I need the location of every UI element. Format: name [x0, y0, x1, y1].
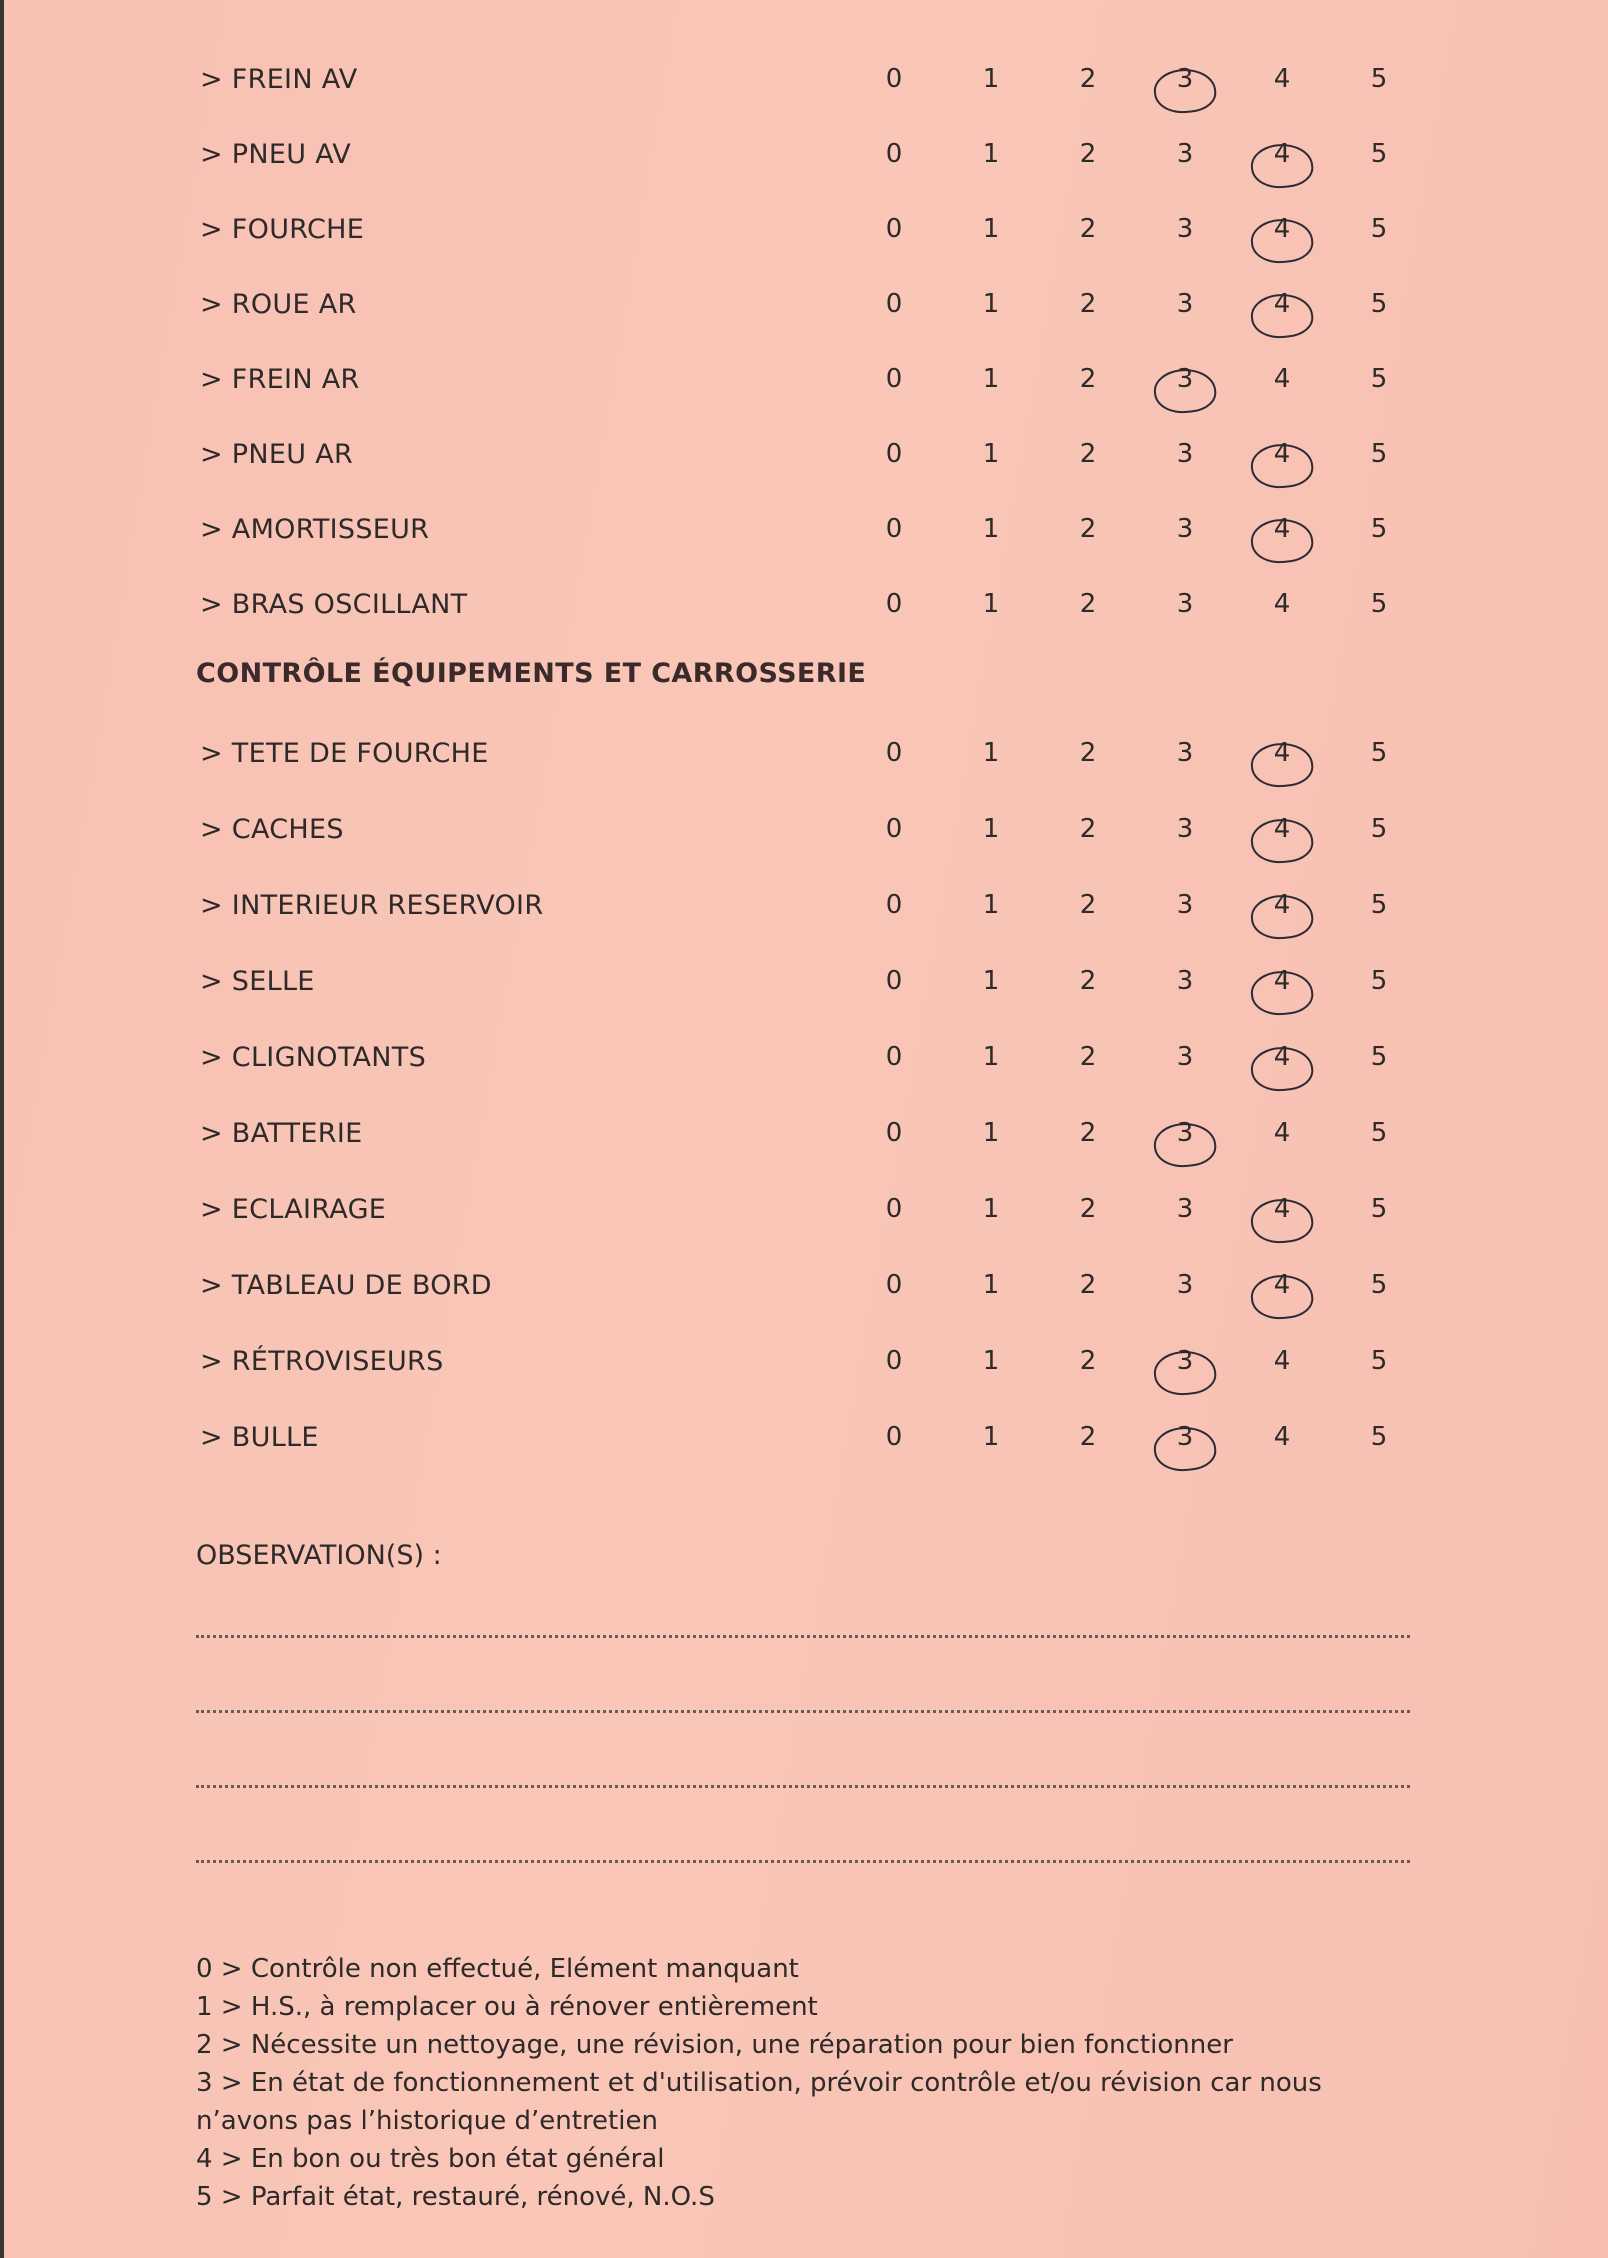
score-option-2[interactable] [1068, 139, 1108, 169]
item-label: > BATTERIE [200, 1118, 363, 1149]
score-option-0[interactable] [874, 139, 914, 169]
score-option-5[interactable] [1359, 1194, 1399, 1224]
score-value: 0 [885, 1118, 903, 1148]
score-option-5[interactable] [1359, 1118, 1399, 1148]
item-label: > AMORTISSEUR [200, 514, 430, 545]
score-value: 3 [1176, 139, 1194, 169]
score-option-1[interactable] [971, 814, 1011, 844]
score-option-2[interactable] [1068, 1194, 1108, 1224]
score-value: 0 [885, 890, 903, 920]
score-value: 0 [885, 514, 903, 544]
score-option-3[interactable] [1165, 1118, 1205, 1148]
score-option-4[interactable] [1262, 364, 1302, 394]
score-value: 1 [982, 589, 1000, 619]
score-option-1[interactable] [971, 364, 1011, 394]
score-option-5[interactable] [1359, 1270, 1399, 1300]
checklist-row [4, 125, 1608, 185]
score-option-4[interactable] [1262, 514, 1302, 544]
score-option-2[interactable] [1068, 64, 1108, 94]
score-value: 4 [1273, 589, 1291, 619]
score-value: 4 [1273, 439, 1291, 469]
score-option-5[interactable] [1359, 589, 1399, 619]
score-value: 3 [1176, 364, 1194, 394]
handwritten-circle-mark [1249, 1196, 1315, 1246]
score-option-2[interactable] [1068, 439, 1108, 469]
inspection-sheet [4, 0, 1608, 2258]
score-option-4[interactable] [1262, 214, 1302, 244]
score-value: 2 [1079, 364, 1097, 394]
score-option-5[interactable] [1359, 439, 1399, 469]
score-value: 1 [982, 514, 1000, 544]
score-value: 1 [982, 890, 1000, 920]
score-value: 3 [1176, 1422, 1194, 1452]
score-option-1[interactable] [971, 589, 1011, 619]
score-value: 3 [1176, 289, 1194, 319]
score-value: 4 [1273, 738, 1291, 768]
score-option-3[interactable] [1165, 966, 1205, 996]
legend-item: 0 > Contrôle non effectué, Elément manquant [196, 1954, 799, 1984]
handwritten-circle-mark [1249, 740, 1315, 790]
section-title: CONTRÔLE ÉQUIPEMENTS ET CARROSSERIE [196, 658, 867, 689]
item-label: > TETE DE FOURCHE [200, 738, 489, 769]
score-option-1[interactable] [971, 1042, 1011, 1072]
handwritten-circle-mark [1249, 1044, 1315, 1094]
score-value: 0 [885, 1270, 903, 1300]
score-value: 5 [1370, 1042, 1388, 1072]
score-option-2[interactable] [1068, 214, 1108, 244]
score-option-0[interactable] [874, 1270, 914, 1300]
score-option-4[interactable] [1262, 814, 1302, 844]
score-value: 2 [1079, 890, 1097, 920]
score-option-5[interactable] [1359, 1346, 1399, 1376]
score-value: 3 [1176, 890, 1194, 920]
score-value: 5 [1370, 514, 1388, 544]
score-option-5[interactable] [1359, 1042, 1399, 1072]
score-option-1[interactable] [971, 1194, 1011, 1224]
checklist-row [4, 724, 1608, 784]
item-label: > BRAS OSCILLANT [200, 589, 468, 620]
score-option-3[interactable] [1165, 738, 1205, 768]
item-label: > PNEU AR [200, 439, 354, 470]
score-value: 3 [1176, 514, 1194, 544]
score-option-1[interactable] [971, 1346, 1011, 1376]
score-value: 1 [982, 738, 1000, 768]
score-value: 5 [1370, 1346, 1388, 1376]
checklist-row [4, 1256, 1608, 1316]
score-value: 4 [1273, 1422, 1291, 1452]
score-value: 4 [1273, 1042, 1291, 1072]
item-label: > CLIGNOTANTS [200, 1042, 427, 1073]
score-value: 0 [885, 814, 903, 844]
score-value: 2 [1079, 1270, 1097, 1300]
score-option-2[interactable] [1068, 1346, 1108, 1376]
score-option-3[interactable] [1165, 214, 1205, 244]
score-option-4[interactable] [1262, 966, 1302, 996]
score-option-4[interactable] [1262, 289, 1302, 319]
observation-line[interactable] [196, 1710, 1410, 1713]
score-option-0[interactable] [874, 514, 914, 544]
score-option-3[interactable] [1165, 64, 1205, 94]
score-option-3[interactable] [1165, 439, 1205, 469]
score-value: 1 [982, 966, 1000, 996]
checklist-row [4, 952, 1608, 1012]
score-value: 3 [1176, 1270, 1194, 1300]
score-value: 1 [982, 1422, 1000, 1452]
score-value: 1 [982, 289, 1000, 319]
score-option-0[interactable] [874, 64, 914, 94]
score-option-0[interactable] [874, 289, 914, 319]
checklist-row [4, 575, 1608, 635]
legend-item: 4 > En bon ou très bon état général [196, 2144, 665, 2174]
score-value: 5 [1370, 1270, 1388, 1300]
handwritten-circle-mark [1152, 366, 1218, 416]
score-value: 2 [1079, 1346, 1097, 1376]
score-option-2[interactable] [1068, 364, 1108, 394]
checklist-row [4, 425, 1608, 485]
score-value: 4 [1273, 1118, 1291, 1148]
score-option-0[interactable] [874, 364, 914, 394]
score-option-4[interactable] [1262, 1042, 1302, 1072]
score-value: 5 [1370, 64, 1388, 94]
score-value: 3 [1176, 738, 1194, 768]
score-option-3[interactable] [1165, 589, 1205, 619]
score-option-0[interactable] [874, 966, 914, 996]
score-value: 5 [1370, 1194, 1388, 1224]
score-option-5[interactable] [1359, 139, 1399, 169]
score-option-5[interactable] [1359, 738, 1399, 768]
checklist-row [4, 1180, 1608, 1240]
score-option-3[interactable] [1165, 814, 1205, 844]
score-value: 2 [1079, 1118, 1097, 1148]
score-value: 5 [1370, 589, 1388, 619]
checklist-row [4, 1028, 1608, 1088]
score-value: 5 [1370, 439, 1388, 469]
score-value: 0 [885, 139, 903, 169]
score-value: 1 [982, 214, 1000, 244]
score-option-5[interactable] [1359, 64, 1399, 94]
score-option-5[interactable] [1359, 1422, 1399, 1452]
item-label: > FREIN AV [200, 64, 358, 95]
score-value: 2 [1079, 814, 1097, 844]
score-option-1[interactable] [971, 966, 1011, 996]
score-option-5[interactable] [1359, 890, 1399, 920]
score-option-5[interactable] [1359, 289, 1399, 319]
score-option-4[interactable] [1262, 439, 1302, 469]
item-label: > SELLE [200, 966, 315, 997]
score-option-0[interactable] [874, 890, 914, 920]
score-value: 2 [1079, 514, 1097, 544]
score-option-4[interactable] [1262, 1422, 1302, 1452]
score-value: 5 [1370, 966, 1388, 996]
checklist-row [4, 275, 1608, 335]
handwritten-circle-mark [1152, 1348, 1218, 1398]
score-option-0[interactable] [874, 1194, 914, 1224]
checklist-row [4, 200, 1608, 260]
checklist-row [4, 876, 1608, 936]
score-option-0[interactable] [874, 589, 914, 619]
score-value: 5 [1370, 1422, 1388, 1452]
item-label: > ROUE AR [200, 289, 357, 320]
score-value: 4 [1273, 966, 1291, 996]
handwritten-circle-mark [1152, 1120, 1218, 1170]
item-label: > FOURCHE [200, 214, 365, 245]
score-value: 2 [1079, 64, 1097, 94]
score-option-3[interactable] [1165, 139, 1205, 169]
score-option-4[interactable] [1262, 64, 1302, 94]
score-option-1[interactable] [971, 439, 1011, 469]
score-value: 4 [1273, 1194, 1291, 1224]
score-option-2[interactable] [1068, 1042, 1108, 1072]
observations-title: OBSERVATION(S) : [196, 1540, 442, 1571]
score-value: 0 [885, 1042, 903, 1072]
score-value: 0 [885, 1422, 903, 1452]
score-value: 5 [1370, 814, 1388, 844]
handwritten-circle-mark [1249, 141, 1315, 191]
score-value: 4 [1273, 364, 1291, 394]
item-label: > BULLE [200, 1422, 319, 1453]
score-value: 1 [982, 1042, 1000, 1072]
score-option-3[interactable] [1165, 514, 1205, 544]
score-option-4[interactable] [1262, 139, 1302, 169]
score-value: 4 [1273, 289, 1291, 319]
item-label: > TABLEAU DE BORD [200, 1270, 492, 1301]
score-value: 3 [1176, 1346, 1194, 1376]
score-value: 2 [1079, 1194, 1097, 1224]
score-value: 3 [1176, 966, 1194, 996]
score-value: 2 [1079, 1042, 1097, 1072]
score-value: 2 [1079, 589, 1097, 619]
score-value: 0 [885, 738, 903, 768]
observation-line[interactable] [196, 1860, 1410, 1863]
score-option-1[interactable] [971, 1118, 1011, 1148]
score-value: 2 [1079, 289, 1097, 319]
legend-item: 3 > En état de fonctionnement et d'utilisation, prévoir contrôle et/ou révision car nous n’avons pas l’historique d’entretien [196, 2068, 1322, 2136]
score-option-0[interactable] [874, 738, 914, 768]
checklist-row [4, 1104, 1608, 1164]
score-option-0[interactable] [874, 1118, 914, 1148]
score-value: 0 [885, 1194, 903, 1224]
handwritten-circle-mark [1249, 968, 1315, 1018]
score-option-0[interactable] [874, 1346, 914, 1376]
score-value: 4 [1273, 814, 1291, 844]
handwritten-circle-mark [1249, 892, 1315, 942]
score-option-3[interactable] [1165, 289, 1205, 319]
checklist-row [4, 350, 1608, 410]
legend-item: 5 > Parfait état, restauré, rénové, N.O.S [196, 2182, 715, 2212]
score-value: 2 [1079, 139, 1097, 169]
score-value: 2 [1079, 738, 1097, 768]
handwritten-circle-mark [1249, 1272, 1315, 1322]
legend-item: 2 > Nécessite un nettoyage, une révision, une réparation pour bien fonctionner [196, 2030, 1233, 2060]
score-option-1[interactable] [971, 1270, 1011, 1300]
score-value: 2 [1079, 1422, 1097, 1452]
score-value: 0 [885, 1346, 903, 1376]
checklist-row [4, 800, 1608, 860]
item-label: > ECLAIRAGE [200, 1194, 387, 1225]
checklist-row [4, 500, 1608, 560]
score-option-1[interactable] [971, 1422, 1011, 1452]
score-option-3[interactable] [1165, 364, 1205, 394]
score-value: 4 [1273, 139, 1291, 169]
score-option-1[interactable] [971, 139, 1011, 169]
score-value: 4 [1273, 890, 1291, 920]
score-value: 0 [885, 64, 903, 94]
score-option-0[interactable] [874, 214, 914, 244]
score-value: 4 [1273, 1270, 1291, 1300]
score-option-4[interactable] [1262, 1194, 1302, 1224]
handwritten-circle-mark [1249, 291, 1315, 341]
score-value: 1 [982, 139, 1000, 169]
score-option-1[interactable] [971, 514, 1011, 544]
score-option-1[interactable] [971, 64, 1011, 94]
score-option-2[interactable] [1068, 966, 1108, 996]
legend-item: 1 > H.S., à remplacer ou à rénover entièrement [196, 1992, 818, 2022]
score-option-4[interactable] [1262, 890, 1302, 920]
score-option-5[interactable] [1359, 966, 1399, 996]
score-value: 1 [982, 1346, 1000, 1376]
handwritten-circle-mark [1152, 1424, 1218, 1474]
rating-legend [196, 1950, 1426, 2216]
score-option-2[interactable] [1068, 1118, 1108, 1148]
score-option-0[interactable] [874, 1042, 914, 1072]
item-label: > PNEU AV [200, 139, 352, 170]
score-value: 3 [1176, 1118, 1194, 1148]
checklist-row [4, 50, 1608, 110]
score-value: 2 [1079, 439, 1097, 469]
score-option-4[interactable] [1262, 1270, 1302, 1300]
handwritten-circle-mark [1249, 816, 1315, 866]
score-value: 4 [1273, 514, 1291, 544]
score-value: 3 [1176, 439, 1194, 469]
score-option-2[interactable] [1068, 589, 1108, 619]
score-option-1[interactable] [971, 738, 1011, 768]
score-value: 4 [1273, 214, 1291, 244]
handwritten-circle-mark [1152, 66, 1218, 116]
score-value: 1 [982, 364, 1000, 394]
score-option-2[interactable] [1068, 890, 1108, 920]
score-value: 3 [1176, 1194, 1194, 1224]
score-value: 5 [1370, 1118, 1388, 1148]
score-option-3[interactable] [1165, 1270, 1205, 1300]
checklist-row [4, 1332, 1608, 1392]
score-option-4[interactable] [1262, 589, 1302, 619]
score-value: 5 [1370, 214, 1388, 244]
score-value: 1 [982, 814, 1000, 844]
score-value: 0 [885, 214, 903, 244]
score-option-3[interactable] [1165, 1422, 1205, 1452]
score-option-5[interactable] [1359, 814, 1399, 844]
item-label: > CACHES [200, 814, 344, 845]
score-option-3[interactable] [1165, 1346, 1205, 1376]
score-value: 3 [1176, 64, 1194, 94]
score-value: 5 [1370, 139, 1388, 169]
score-value: 0 [885, 966, 903, 996]
score-option-5[interactable] [1359, 514, 1399, 544]
score-option-2[interactable] [1068, 1270, 1108, 1300]
score-option-0[interactable] [874, 814, 914, 844]
score-value: 3 [1176, 214, 1194, 244]
score-value: 0 [885, 439, 903, 469]
score-value: 5 [1370, 890, 1388, 920]
item-label: > FREIN AR [200, 364, 360, 395]
score-value: 4 [1273, 1346, 1291, 1376]
score-value: 3 [1176, 1042, 1194, 1072]
score-value: 3 [1176, 814, 1194, 844]
handwritten-circle-mark [1249, 516, 1315, 566]
item-label: > INTERIEUR RESERVOIR [200, 890, 544, 921]
score-value: 2 [1079, 966, 1097, 996]
score-value: 5 [1370, 289, 1388, 319]
score-value: 5 [1370, 364, 1388, 394]
observation-line[interactable] [196, 1785, 1410, 1788]
score-option-4[interactable] [1262, 738, 1302, 768]
score-option-2[interactable] [1068, 814, 1108, 844]
score-value: 3 [1176, 589, 1194, 619]
score-option-2[interactable] [1068, 738, 1108, 768]
score-value: 1 [982, 1118, 1000, 1148]
score-value: 1 [982, 64, 1000, 94]
score-option-5[interactable] [1359, 364, 1399, 394]
score-value: 1 [982, 1270, 1000, 1300]
score-value: 5 [1370, 738, 1388, 768]
score-option-2[interactable] [1068, 1422, 1108, 1452]
score-option-2[interactable] [1068, 289, 1108, 319]
score-option-5[interactable] [1359, 214, 1399, 244]
score-option-3[interactable] [1165, 1194, 1205, 1224]
score-option-2[interactable] [1068, 514, 1108, 544]
score-option-3[interactable] [1165, 1042, 1205, 1072]
score-option-1[interactable] [971, 890, 1011, 920]
checklist-row [4, 1408, 1608, 1468]
score-value: 0 [885, 289, 903, 319]
score-option-0[interactable] [874, 1422, 914, 1452]
score-option-4[interactable] [1262, 1118, 1302, 1148]
score-value: 1 [982, 439, 1000, 469]
score-value: 2 [1079, 214, 1097, 244]
observation-line[interactable] [196, 1635, 1410, 1638]
score-option-1[interactable] [971, 289, 1011, 319]
handwritten-circle-mark [1249, 441, 1315, 491]
score-option-1[interactable] [971, 214, 1011, 244]
item-label: > RÉTROVISEURS [200, 1346, 444, 1377]
score-option-4[interactable] [1262, 1346, 1302, 1376]
score-value: 0 [885, 589, 903, 619]
score-value: 0 [885, 364, 903, 394]
handwritten-circle-mark [1249, 216, 1315, 266]
score-value: 1 [982, 1194, 1000, 1224]
score-value: 4 [1273, 64, 1291, 94]
score-option-3[interactable] [1165, 890, 1205, 920]
score-option-0[interactable] [874, 439, 914, 469]
